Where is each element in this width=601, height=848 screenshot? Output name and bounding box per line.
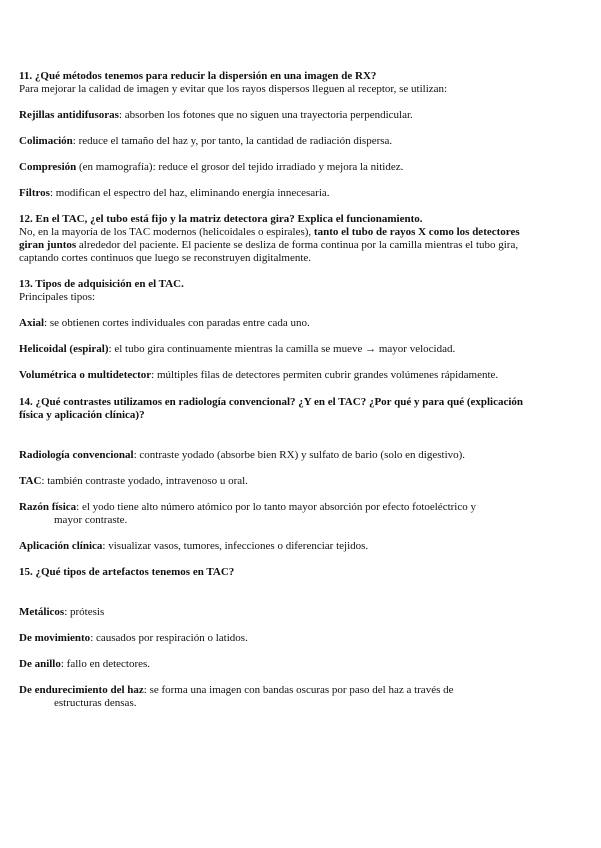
q15-item-anillo [19,658,150,671]
q15-item-endurecimiento-continuation: estructuras densas. [54,697,137,709]
q14-item-razon [19,501,476,514]
q12-title: 12. En el TAC, ¿el tubo está fijo y la matriz detectora gira? Explica el funcionamiento. [19,213,423,225]
q13-item-volumetrica [19,369,498,382]
item-term: Razón física [19,501,77,513]
item-text: : contraste yodado (absorbe bien RX) y sulfato de bario (solo en digestivo). [133,449,466,461]
q12-text: No, en la mayoría de los TAC modernos (helicoidales o espirales), [19,226,314,238]
item-term: Filtros [19,187,50,199]
q15-title: 15. ¿Qué tipos de artefactos tenemos en TAC? [19,566,235,578]
item-term: Rejillas antidifusoras [19,109,119,121]
q14-item-radiologia [19,449,465,462]
item-text: : el tubo gira continuamente mientras la camilla se mueve → mayor velocidad. [108,343,456,355]
q14-item-razon-continuation: mayor contraste. [54,514,128,526]
item-term: Volumétrica o multidetector [19,369,152,381]
item-term: TAC [19,475,42,487]
q12-line-1 [19,226,520,239]
item-term: Aplicación clínica [19,540,103,552]
q12-emphasis: tanto el tubo de rayos X como los detectores [313,226,520,238]
item-term: Compresión [19,161,77,173]
item-text: : visualizar vasos, tumores, infecciones o diferenciar tejidos. [102,540,369,552]
item-text: : el yodo tiene alto número atómico por lo tanto mayor absorción por efecto fotoeléctrico y [76,501,476,513]
q11-item-colimacion [19,135,392,148]
q12-text: alrededor del paciente. El paciente se desliza de forma continua por la camilla mientras el tubo gira, [76,239,519,251]
item-text: : modifican el espectro del haz, eliminando energía innecesaria. [49,187,330,199]
item-term: De endurecimiento del haz [19,684,144,696]
item-text: : se forma una imagen con bandas oscuras por paso del haz a través de [143,684,454,696]
q11-intro: Para mejorar la calidad de imagen y evitar que los rayos dispersos lleguen al receptor, se utilizan: [19,83,448,95]
item-text: : múltiples filas de detectores permiten cubrir grandes volúmenes rápidamente. [151,369,499,381]
q15-item-metalicos [19,606,104,619]
item-text: (en mamografía): reduce el grosor del tejido irradiado y mejora la nitidez. [76,161,404,173]
item-term: De movimiento [19,632,91,644]
q13-intro: Principales tipos: [19,291,96,303]
q14-title-line-2: física y aplicación clínica)? [19,409,145,421]
q11-title: 11. ¿Qué métodos tenemos para reducir la dispersión en una imagen de RX? [19,70,377,82]
q11-item-filtros [19,187,330,200]
item-term: Radiología convencional [19,449,134,461]
q12-line-2 [19,239,518,252]
item-text: : fallo en detectores. [60,658,151,670]
item-text: : causados por respiración o latidos. [90,632,248,644]
item-text: : prótesis [64,606,105,618]
q14-item-tac [19,475,248,488]
item-text: : se obtienen cortes individuales con paradas entre cada uno. [44,317,310,329]
item-term: Helicoidal (espiral) [19,343,109,355]
q13-item-helicoidal [19,343,455,356]
item-text: : absorben los fotones que no siguen una trayectoria perpendicular. [118,109,413,121]
q11-item-compresion [19,161,403,174]
item-term: De anillo [19,658,61,670]
item-term: Colimación [19,135,73,147]
q13-item-axial [19,317,310,330]
q13-title: 13. Tipos de adquisición en el TAC. [19,278,184,290]
item-text: : reduce el tamaño del haz y, por tanto, la cantidad de radiación dispersa. [72,135,393,147]
q15-item-endurecimiento [19,684,453,697]
q14-title-line-1: 14. ¿Qué contrastes utilizamos en radiología convencional? ¿Y en el TAC? ¿Por qué y para qué (explicación [19,396,524,408]
item-term: Metálicos [19,606,65,618]
q14-item-aplicacion [19,540,368,553]
q12-line-3: captando cortes continuos que luego se reconstruyen digitalmente. [19,252,312,264]
q11-item-rejillas [19,109,413,122]
q12-emphasis: giran juntos [19,239,77,251]
item-text: : también contraste yodado, intravenoso u oral. [41,475,248,487]
item-term: Axial [19,317,45,329]
q15-item-movimiento [19,632,248,645]
